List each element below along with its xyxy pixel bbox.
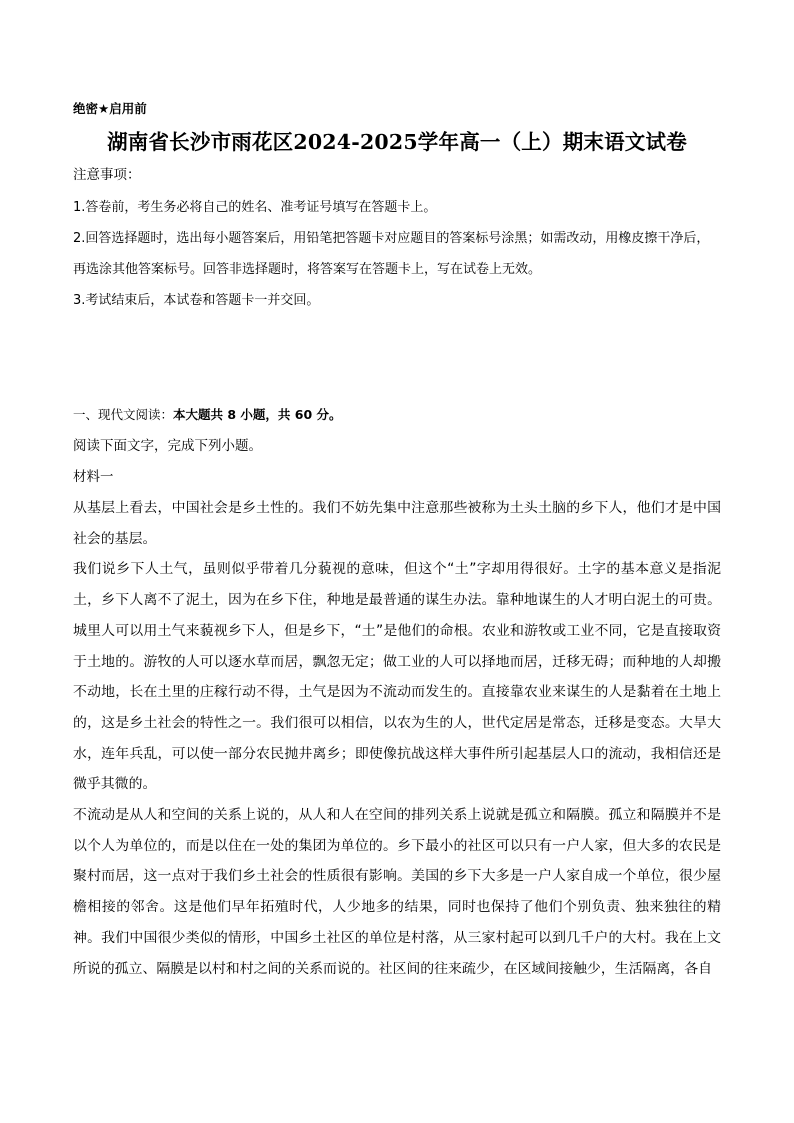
notice-section [73, 164, 721, 316]
section-heading [73, 405, 721, 425]
paragraph: 我们说乡下人土气，虽则似乎带着几分藐视的意味，但这个“土”字却用得很好。土字的基本意义是指泥土，乡下人离不了泥土，因为在乡下住，种地是最普通的谋生办法。靠种地谋生的人才明白泥土的可贵。城里人可以用土气来藐视乡下人，但是乡下，“土”是他们的命根。农业和游牧或工业不同，它是直接取资于土地的。游牧的人可以逐水草而居，飘忽无定；做工业的人可以择地而居，迁移无碍；而种地的人却搬不动地，长在土里的庄稼行动不得，土气是因为不流动而发生的。直接靠农业来谋生的人是黏着在土地上的，这是乡土社会的特性之一。我们很可以相信，以农为生的人，世代定居是常态，迁移是变态。大旱大水，连年兵乱，可以使一部分农民抛井离乡；即使像抗战这样大事件所引起基层人口的流动，我相信还是微乎其微的。 [73, 561, 721, 793]
section-prefix: 一、现代文阅读： [73, 407, 174, 422]
page-title: 湖南省长沙市雨花区2024-2025学年高一（上）期末语文试卷 [107, 130, 687, 154]
paragraph: 不流动是从人和空间的关系上说的，从人和人在空间的排列关系上说就是孤立和隔膜。孤立和隔膜并不是以个人为单位的，而是以住在一处的集团为单位的。乡下最小的社区可以只有一户人家，但大多的农民是聚村而居，这一点对于我们乡土社会的性质很有影响。美国的乡下大多是一户人家自成一个单位，很少屋檐相接的邻舍。这是他们早年拓殖时代，人少地多的结果，同时也保持了他们个别负责、独来独往的精神。我们中国很少类似的情形，中国乡土社区的单位是村落，从三家村起可以到几千户的大村。我在上文所说的孤立、隔膜是以村和村之间的关系而说的。社区间的往来疏少，在区域间接触少，生活隔离，各自 [73, 807, 721, 977]
spacer [73, 316, 721, 405]
paragraph: 从基层上看去，中国社会是乡土性的。我们不妨先集中注意那些被称为土头土脑的乡下人，他们才是中国社会的基层。 [73, 500, 721, 547]
material-body [73, 493, 721, 984]
section-info: 本大题共 8 小题，共 60 分。 [173, 407, 342, 422]
material-label: 材料一 [73, 469, 114, 485]
notice-heading: 注意事项： [73, 167, 141, 183]
notice-item: 2.回答选择题时，选出每小题答案后，用铅笔把答题卡对应题目的答案标号涂黑；如需改动，用橡皮擦干净后，再选涂其他答案标号。回答非选择题时，将答案写在答题卡上，写在试卷上无效。 [73, 231, 710, 277]
reading-instruction: 阅读下面文字，完成下列小题。 [73, 438, 262, 454]
notice-item: 3.考试结束后，本试卷和答题卡一并交回。 [73, 293, 320, 308]
secret-mark: 绝密★启用前 [73, 101, 147, 116]
notice-item: 1.答卷前，考生务必将自己的姓名、准考证号填写在答题卡上。 [73, 200, 437, 215]
